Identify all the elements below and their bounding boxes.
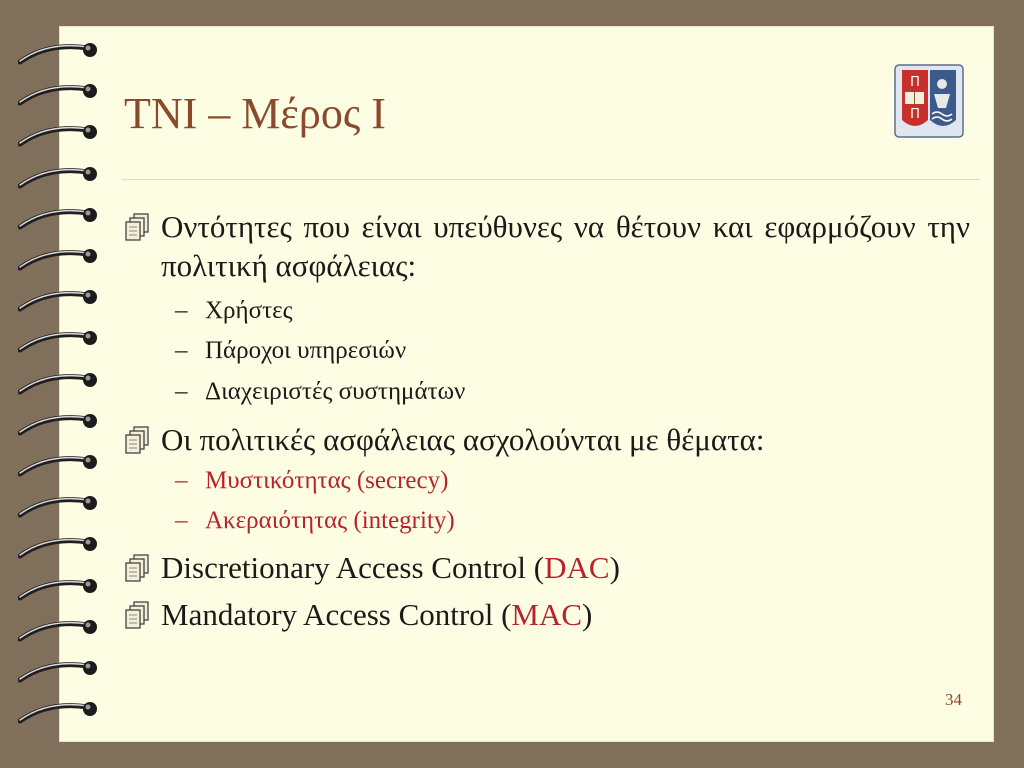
binding-ring-icon [18,246,108,276]
binding-ring-icon [18,534,108,564]
sub-list-item [175,377,465,407]
sub-item-text: Χρήστες [205,297,293,324]
sub-list-item [175,296,293,326]
binding-ring-icon [18,576,108,606]
bullet-text: Οι πολιτικές ασφάλειας ασχολούνται με θέματα: [161,422,765,457]
dash-marker: – [175,507,188,534]
bullet-text-part: Mandatory Access Control ( [161,597,512,632]
binding-ring-icon [18,452,108,482]
binding-ring-icon [18,205,108,235]
document-stack-icon [124,600,152,630]
binding-ring-icon [18,164,108,194]
binding-ring-icon [18,699,108,729]
binding-ring-icon [18,617,108,647]
bullet-text: Οντότητες που είναι υπεύθυνες να θέτουν και εφαρμόζουν την πολιτική ασφάλειας: [161,209,970,283]
logo-letter-top: Π [910,75,920,90]
sub-list-item [175,506,455,536]
sub-item-text: Πάροχοι υπηρεσιών [205,337,407,364]
highlighted-acronym: DAC [544,550,610,585]
binding-ring-icon [18,328,108,358]
bullet-text [161,548,970,587]
bullet-text-part: ) [609,550,620,585]
document-stack-icon [124,425,152,455]
document-stack-icon [124,553,152,583]
binding-ring-icon [18,493,108,523]
binding-ring-icon [18,81,108,111]
bullet-text-part: ) [582,597,593,632]
sub-item-text: Διαχειριστές συστημάτων [205,378,466,405]
binding-ring-icon [18,411,108,441]
binding-ring-icon [18,40,108,70]
binding-ring-icon [18,658,108,688]
university-logo [894,64,964,138]
binding-ring-icon [18,122,108,152]
document-stack-icon [124,212,152,242]
sub-list-item [175,466,448,496]
logo-letter-bottom: Π [910,107,920,122]
dash-marker: – [175,467,188,494]
bullet-text [161,595,970,634]
binding-ring-icon [18,287,108,317]
page-number: 34 [945,690,962,709]
sub-item-text: Μυστικότητας (secrecy) [205,467,449,494]
binding-ring-icon [18,370,108,400]
sub-list-item [175,336,406,366]
highlighted-acronym: MAC [511,597,583,632]
dash-marker: – [175,337,188,364]
slide-title: ΤΝΙ – Μέρος Ι [124,89,386,138]
bullet-text-part: Discretionary Access Control ( [161,550,545,585]
title-divider [122,179,980,180]
dash-marker: – [175,297,188,324]
dash-marker: – [175,378,188,405]
sub-item-text: Ακεραιότητας (integrity) [205,507,455,534]
